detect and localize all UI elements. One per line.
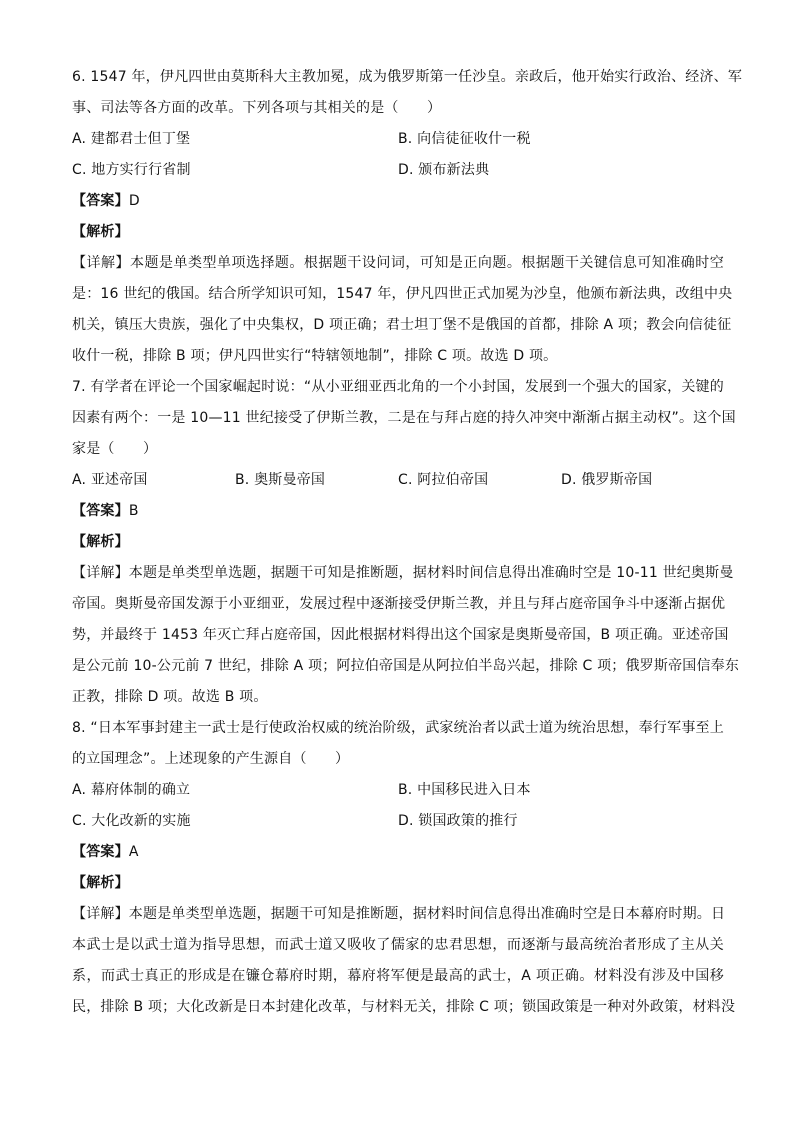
options-row <box>72 465 724 496</box>
answer-value: A <box>128 844 139 860</box>
question-stem-line: 8. “日本军事封建主一武士是行使政治权威的统治阶级，武家统治者以武士道为统治思想，奉行军事至上 <box>72 720 724 736</box>
question-7 <box>72 372 740 713</box>
answer-line <box>72 496 724 527</box>
detail-line: 系，而武士真正的形成是在镰仓幕府时期，幕府将军便是最高的武士，A 项正确。材料没有涉及中国移 <box>72 968 724 984</box>
detail-line: 本武士是以武士道为指导思想，而武士道又吸收了儒家的忠君思想，而逐渐与最高统治者形成了主从关 <box>72 937 724 953</box>
question-6 <box>72 62 743 372</box>
answer-tag: 【答案】 <box>72 193 129 209</box>
options-row <box>72 124 724 155</box>
question-stem-line: 事、司法等各方面的改革。下列各项与其相关的是（ ） <box>72 100 442 116</box>
detail-line: 是公元前 10-公元前 7 世纪，排除 A 项；阿拉伯帝国是从阿拉伯半岛兴起，排除 C 项；俄罗斯帝国信奉东 <box>72 658 740 674</box>
answer-line <box>72 837 724 868</box>
option-b: B. 奥斯曼帝国 <box>235 472 326 488</box>
option-a: A. 幕府体制的确立 <box>72 782 191 798</box>
detail-line: 是：16 世纪的俄国。结合所学知识可知，1547 年，伊凡四世正式加冕为沙皇，他颁布新法典，改组中央 <box>72 286 733 302</box>
option-a: A. 建都君士但丁堡 <box>72 131 191 147</box>
option-c: C. 地方实行行省制 <box>72 162 191 178</box>
question-stem-line: 因素有两个：一是 10—11 世纪接受了伊斯兰教，二是在与拜占庭的持久冲突中渐渐占据主动权”。这个国 <box>72 410 736 426</box>
detail-line: 势，并最终于 1453 年灭亡拜占庭帝国，因此根据材料得出这个国家是奥斯曼帝国，B 项正确。亚述帝国 <box>72 627 729 643</box>
options-row <box>72 775 724 806</box>
question-8 <box>72 713 736 1023</box>
question-stem-line: 家是（ ） <box>72 441 158 457</box>
option-a: A. 亚述帝国 <box>72 472 148 488</box>
options-row <box>72 806 724 837</box>
option-c: C. 大化改新的实施 <box>72 813 191 829</box>
detail-line: 【详解】本题是单类型单项选择题。根据题干设问词，可知是正向题。根据题干关键信息可知准确时空 <box>72 255 724 271</box>
answer-value: B <box>128 503 139 519</box>
option-d: D. 锁国政策的推行 <box>398 813 518 829</box>
option-d: D. 俄罗斯帝国 <box>561 472 653 488</box>
analysis-tag: 【解析】 <box>72 875 129 891</box>
options-row <box>72 155 724 186</box>
answer-tag: 【答案】 <box>72 844 129 860</box>
detail-line: 正教，排除 D 项。故选 B 项。 <box>72 689 268 705</box>
question-stem-line: 7. 有学者在评论一个国家崛起时说：“从小亚细亚西北角的一个小封国，发展到一个强大的国家，关键的 <box>72 379 724 395</box>
option-b: B. 向信徒征收什一税 <box>398 131 531 147</box>
detail-line: 【详解】本题是单类型单选题，据题干可知是推断题，据材料时间信息得出准确时空是 10-11 世纪奥斯曼 <box>72 565 734 581</box>
detail-line: 收什一税，排除 B 项；伊凡四世实行“特辖领地制”，排除 C 项。故选 D 项。 <box>72 348 558 364</box>
question-stem-line: 的立国理念”。上述现象的产生源自（ ） <box>72 751 350 767</box>
answer-line <box>72 186 724 217</box>
analysis-tag: 【解析】 <box>72 224 129 240</box>
question-stem-line: 6. 1547 年，伊凡四世由莫斯科大主教加冕，成为俄罗斯第一任沙皇。亲政后，他开始实行政治、经济、军 <box>72 69 743 85</box>
option-c: C. 阿拉伯帝国 <box>398 472 489 488</box>
option-d: D. 颁布新法典 <box>398 162 490 178</box>
answer-tag: 【答案】 <box>72 503 129 519</box>
detail-line: 帝国。奥斯曼帝国发源于小亚细亚，发展过程中逐渐接受伊斯兰教，并且与拜占庭帝国争斗中逐渐占据优 <box>72 596 726 612</box>
detail-line: 机关，镇压大贵族，强化了中央集权，D 项正确；君士坦丁堡不是俄国的首都，排除 A 项；教会向信徒征 <box>72 317 732 333</box>
document-page <box>72 62 743 1023</box>
detail-line: 【详解】本题是单类型单选题，据题干可知是推断题，据材料时间信息得出准确时空是日本幕府时期。日 <box>72 906 726 922</box>
analysis-tag: 【解析】 <box>72 534 129 550</box>
detail-line: 民，排除 B 项；大化改新是日本封建化改革，与材料无关，排除 C 项；锁国政策是一种对外政策，材料没 <box>72 999 736 1015</box>
option-b: B. 中国移民进入日本 <box>398 782 531 798</box>
answer-value: D <box>128 193 140 209</box>
